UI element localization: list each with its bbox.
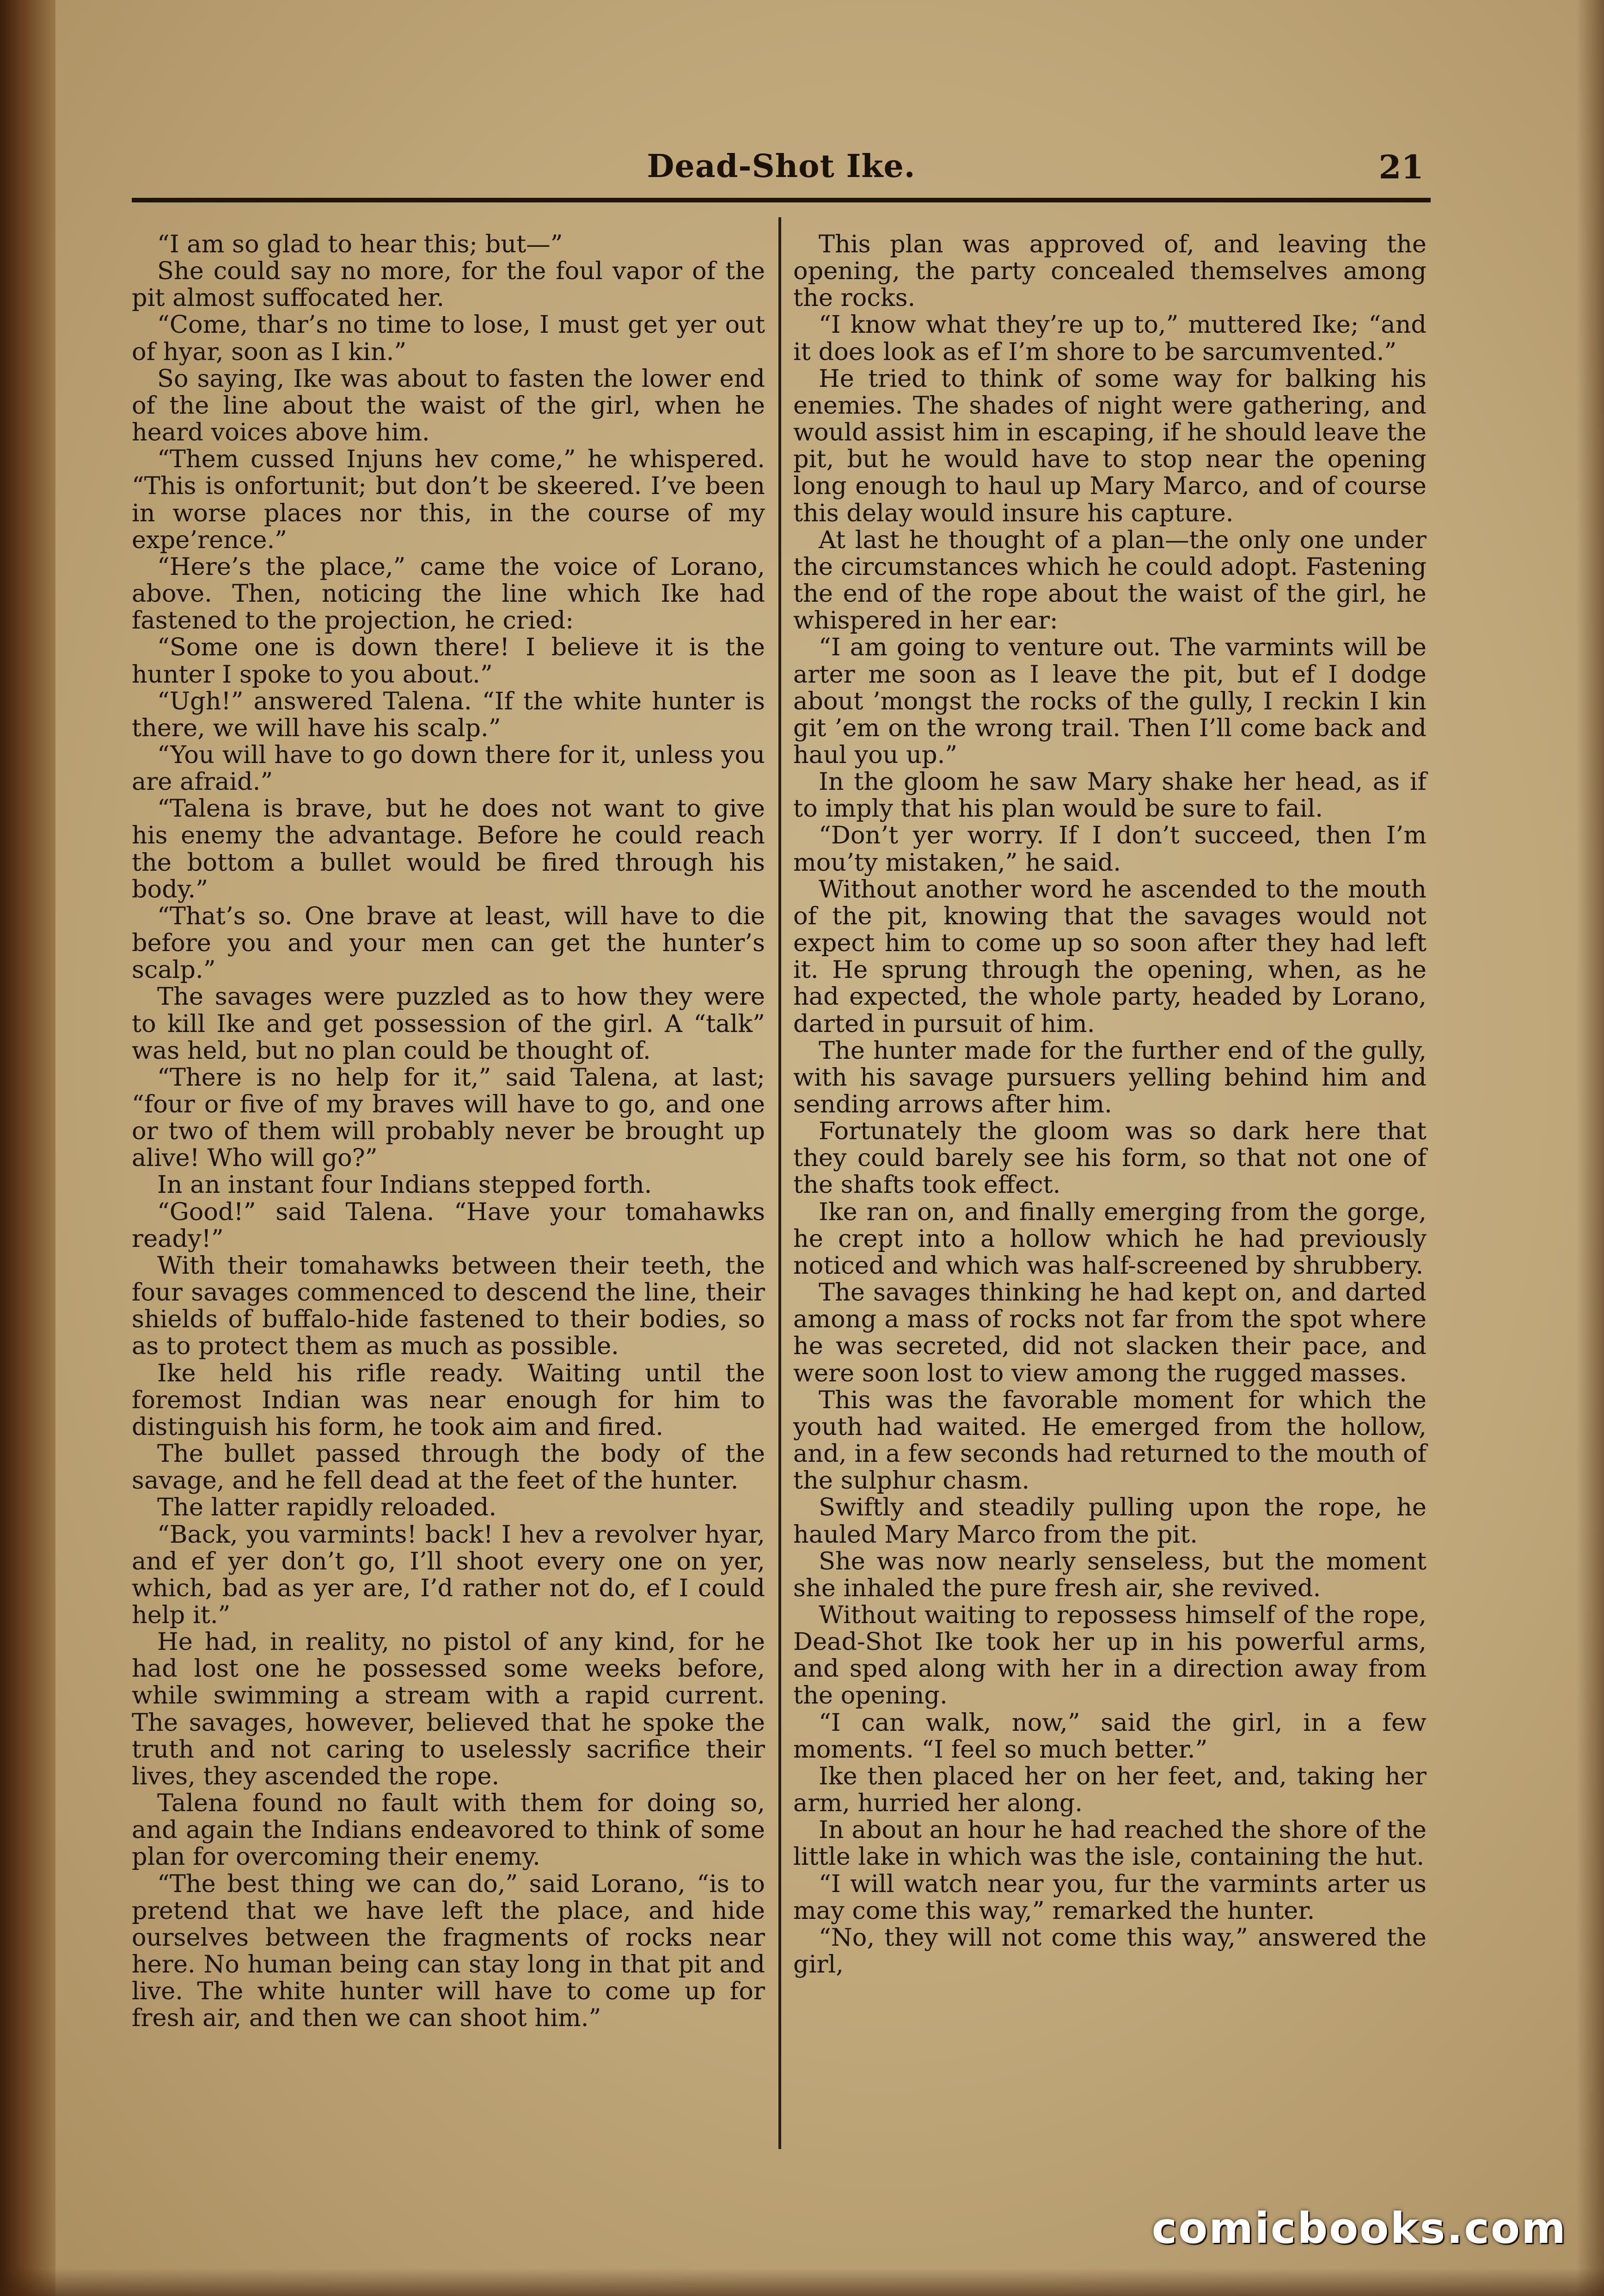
paragraph: The bullet passed through the body of the savage, and he fell dead at the feet of the hunter. — [132, 1440, 765, 1495]
paragraph: At last he thought of a plan—the only one under the circumstances which he could adopt. Fastening the end of the rope about the waist of the girl, he whispered in her ear: — [793, 525, 1426, 635]
paragraph: This plan was approved of, and leaving the opening, the party concealed themselves among the rocks. — [793, 230, 1426, 312]
paragraph: “I will watch near you, fur the varmints arter us may come this way,” remarked the hunter. — [793, 1869, 1426, 1925]
paragraph: “That’s so. One brave at least, will have to die before you and your men can get the hunter’s scalp.” — [132, 902, 765, 984]
text-column-left — [132, 231, 765, 2163]
paragraph: “I am so glad to hear this; but—” — [157, 230, 563, 258]
paragraph: “The best thing we can do,” said Lorano, “is to pretend that we have left the place, and hide ourselves between the fragments of rocks near here. No human being can stay long in that pit and live. The white hunter will have to come up for fresh air, and then we can shoot him.” — [132, 1869, 765, 2033]
paragraph: “Ugh!” answered Talena. “If the white hunter is there, we will have his scalp.” — [132, 687, 765, 742]
paragraph: The latter rapidly reloaded. — [157, 1493, 497, 1522]
paragraph: Ike ran on, and finally emerging from the gorge, he crept into a hollow which he had previously noticed and which was half-screened by shrubbery. — [793, 1197, 1426, 1280]
paragraph: The savages thinking he had kept on, and darted among a mass of rocks not far from the spot where he was secreted, did not slacken their pace, and were soon lost to view among the rugged masses. — [793, 1278, 1426, 1387]
page-bottom-edge — [0, 2268, 1604, 2296]
page-number: 21 — [1378, 148, 1424, 186]
paragraph: The savages were puzzled as to how they were to kill Ike and get possession of the girl. A “talk” was held, but no plan could be thought of. — [132, 983, 765, 1065]
column-divider — [778, 217, 781, 2149]
paragraph: Without waiting to repossess himself of the rope, Dead-Shot Ike took her up in his powerful arms, and sped along with her in a direction away from the opening. — [793, 1600, 1426, 1710]
paragraph: This was the favorable moment for which the youth had waited. He emerged from the hollow, and, in a few seconds had returned to the mouth of the sulphur chasm. — [793, 1386, 1426, 1495]
paragraph: He tried to think of some way for balking his enemies. The shades of night were gathering, and would assist him in escaping, if he should leave the pit, but he would have to stop near the opening long enough to haul up Mary Marco, and of course this delay would insure his capture. — [793, 364, 1426, 527]
paragraph: Ike held his rifle ready. Waiting until the foremost Indian was near enough for him to distinguish his form, he took aim and fired. — [132, 1359, 765, 1441]
paragraph: “Come, thar’s no time to lose, I must get yer out of hyar, soon as I kin.” — [132, 311, 765, 366]
paragraph: Ike then placed her on her feet, and, taking her arm, hurried her along. — [793, 1762, 1426, 1818]
paragraph: “Here’s the place,” came the voice of Lorano, above. Then, noticing the line which Ike had fastened to the projection, he cried: — [132, 552, 765, 635]
running-title: Dead-Shot Ike. — [647, 148, 916, 185]
page-edge — [1576, 0, 1604, 2296]
paragraph: “Talena is brave, but he does not want to give his enemy the advantage. Before he could reach the bottom a bullet would be fired through his body.” — [132, 794, 765, 904]
text-column-right — [793, 231, 1426, 2163]
paragraph: “Some one is down there! I believe it is the hunter I spoke to you about.” — [132, 633, 765, 689]
paragraph: “I can walk, now,” said the girl, in a few moments. “I feel so much better.” — [793, 1708, 1426, 1764]
paragraph: “Good!” said Talena. “Have your tomahawks ready!” — [132, 1197, 765, 1253]
paragraph: “I know what they’re up to,” muttered Ike; “and it does look as ef I’m shore to be sarcumvented.” — [793, 311, 1426, 366]
watermark-text: comicbooks.com — [1151, 2204, 1567, 2253]
paragraph: “Them cussed Injuns hev come,” he whispered. “This is onfortunit; but don’t be skeered. I’ve been in worse places nor this, in the course of my expe’rence.” — [132, 445, 765, 554]
paragraph: He had, in reality, no pistol of any kind, for he had lost one he possessed some weeks before, while swimming a stream with a rapid current. The savages, however, believed that he spoke the truth and not caring to uselessly sacrifice their lives, they ascended the rope. — [132, 1628, 765, 1790]
page-binding — [0, 0, 55, 2296]
paragraph: Fortunately the gloom was so dark here that they could barely see his form, so that not one of the shafts took effect. — [793, 1117, 1426, 1199]
paragraph: With their tomahawks between their teeth, the four savages commenced to descend the line, their shields of buffalo-hide fastened to their bodies, so as to protect them as much as possible. — [132, 1251, 765, 1361]
header-rule — [132, 198, 1431, 202]
paragraph: In about an hour he had reached the shore of the little lake in which was the isle, containing the hut. — [793, 1816, 1426, 1871]
paragraph: Talena found no fault with them for doing so, and again the Indians endeavored to think of some plan for overcoming their enemy. — [132, 1789, 765, 1871]
paragraph: So saying, Ike was about to fasten the lower end of the line about the waist of the girl, when he heard voices above him. — [132, 364, 765, 447]
paragraph: “Don’t yer worry. If I don’t succeed, then I’m mou’ty mistaken,” he said. — [793, 821, 1426, 877]
running-header — [134, 148, 1428, 203]
paragraph: “You will have to go down there for it, unless you are afraid.” — [132, 740, 765, 796]
paragraph: “I am going to venture out. The varmints will be arter me soon as I leave the pit, but ef I dodge about ’mongst the rocks of the gully, I reckin I kin git ’em on the wrong trail. Then I’ll come back and haul you up.” — [793, 633, 1426, 769]
paragraph: The hunter made for the further end of the gully, with his savage pursuers yelling behind him and sending arrows after him. — [793, 1036, 1426, 1118]
paragraph: In the gloom he saw Mary shake her head, as if to imply that his plan would be sure to fail. — [793, 768, 1426, 823]
paragraph: She could say no more, for the foul vapor of the pit almost suffocated her. — [132, 257, 765, 312]
paragraph: Swiftly and steadily pulling upon the rope, he hauled Mary Marco from the pit. — [793, 1493, 1426, 1549]
paragraph: She was now nearly senseless, but the moment she inhaled the pure fresh air, she revived. — [793, 1547, 1426, 1602]
paragraph: “No, they will not come this way,” answered the girl, — [793, 1923, 1426, 1978]
paragraph: Without another word he ascended to the mouth of the pit, knowing that the savages would not expect him to come up so soon after they had left it. He sprung through the opening, when, as he had expected, the whole party, headed by Lorano, darted in pursuit of him. — [793, 875, 1426, 1038]
paragraph: In an instant four Indians stepped forth. — [157, 1171, 652, 1199]
paragraph: “Back, you varmints! back! I hev a revolver hyar, and ef yer don’t go, I’ll shoot every one on yer, which, bad as yer are, I’d rather not do, ef I could help it.” — [132, 1520, 765, 1629]
paragraph: “There is no help for it,” said Talena, at last; “four or five of my braves will have to go, and one or two of them will probably never be brought up alive! Who will go?” — [132, 1063, 765, 1172]
